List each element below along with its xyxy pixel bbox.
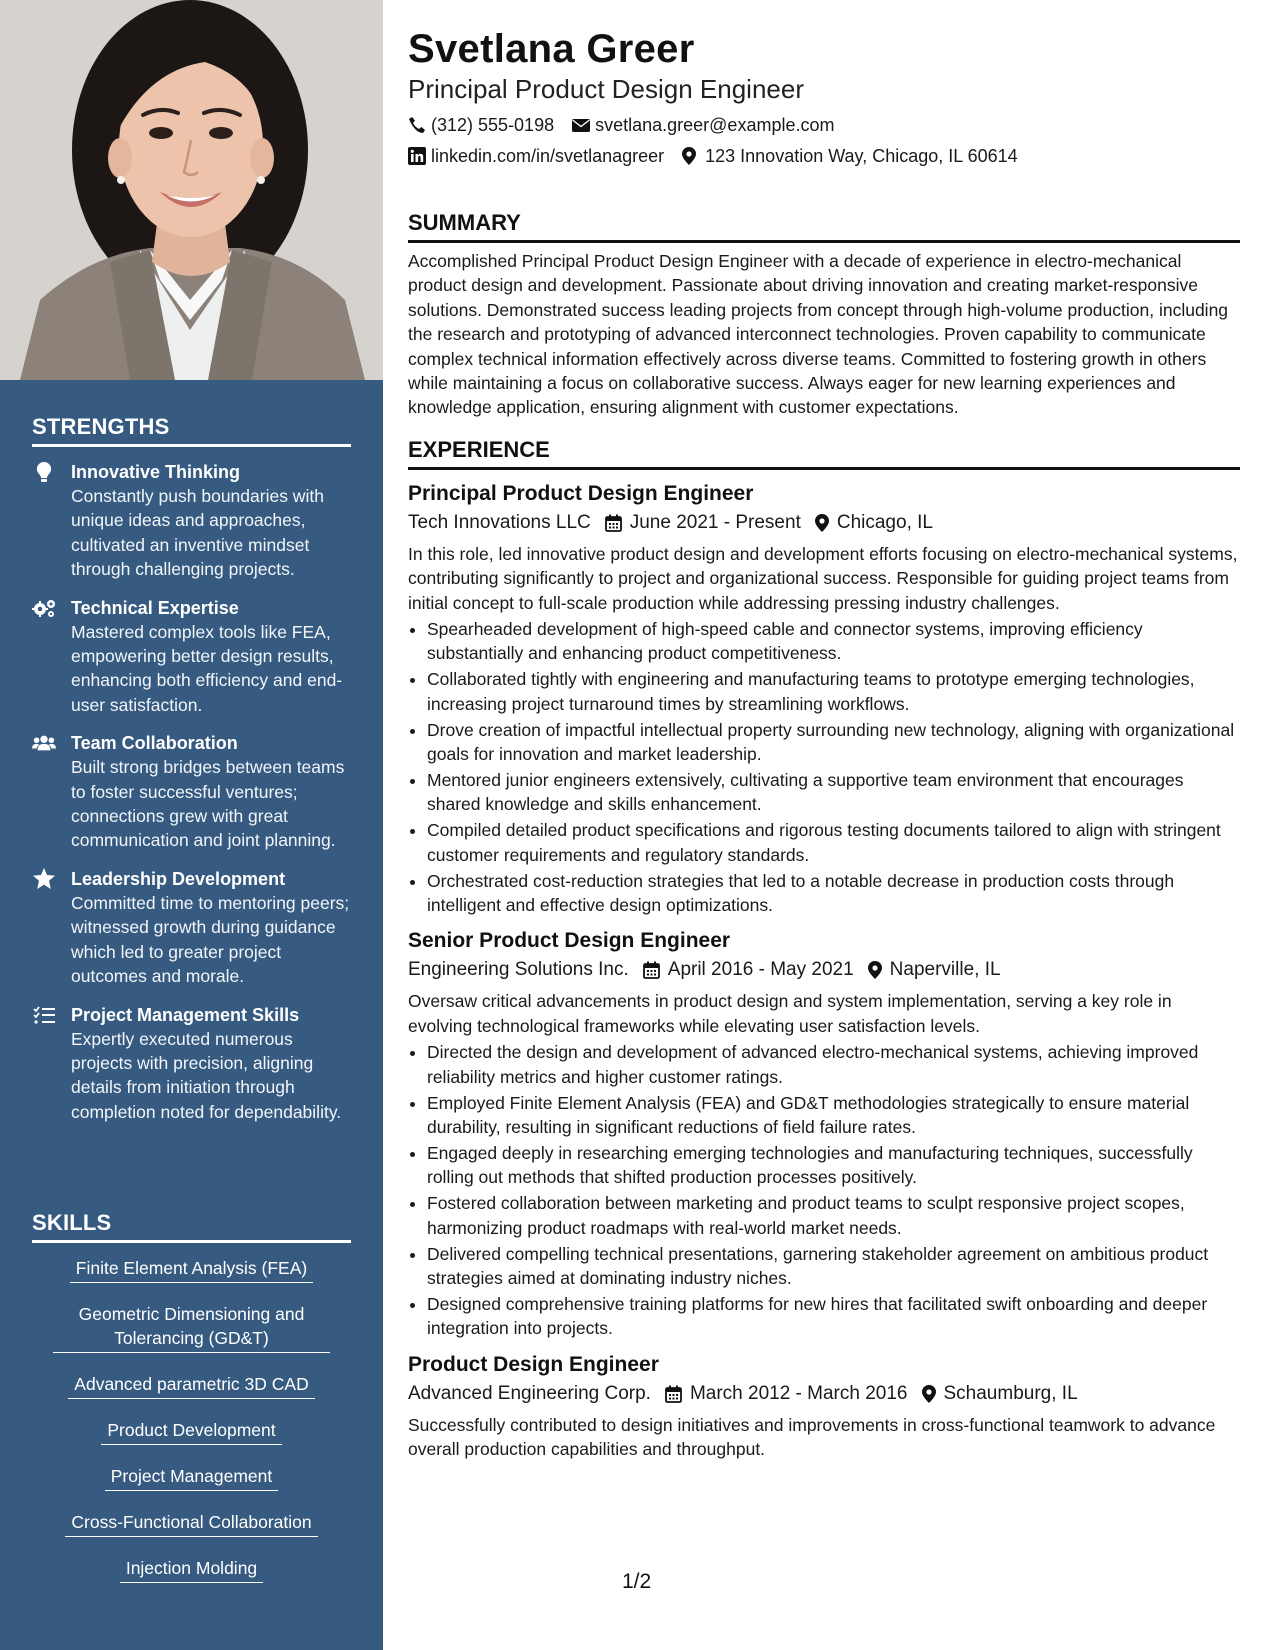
portrait-image (0, 0, 383, 380)
gears-icon (32, 597, 56, 619)
map-pin-icon (682, 147, 700, 165)
contact-email[interactable] (572, 114, 834, 136)
job-dates: March 2012 - March 2016 (689, 1382, 908, 1404)
job-meta (408, 957, 1240, 983)
profile-photo (0, 0, 383, 380)
linkedin-text: linkedin.com/in/svetlanagreer (431, 146, 665, 166)
contact-address (682, 145, 1018, 167)
contact-phone[interactable] (408, 114, 554, 136)
job-bullet: • Employed Finite Element Analysis (FEA) and GD&T methodologies strategically to ensure material durability, resulting in significant reductions of field failure rates. (427, 1091, 1240, 1140)
calendar-icon (665, 1385, 682, 1403)
contact-row (408, 114, 1240, 136)
job-dates-wrap (643, 957, 854, 983)
strength-item (32, 1003, 352, 1125)
calendar-icon (605, 514, 622, 532)
job-location-wrap (815, 510, 933, 536)
job-title: Principal Product Design Engineer (408, 481, 754, 505)
strength-title: Innovative Thinking (71, 462, 241, 482)
job-title: Product Design Engineer (408, 1352, 659, 1376)
job-bullet: • Orchestrated cost-reduction strategies that led to a notable decrease in production costs through intelligent and effective design optimizations. (427, 869, 1240, 918)
job-location: Schaumburg, IL (943, 1382, 1078, 1404)
candidate-name: Svetlana Greer (408, 27, 695, 71)
map-pin-icon (868, 961, 882, 979)
job-bullet: • Spearheaded development of high-speed cable and connector systems, improving efficiency substantially and enhancing product competitiveness. (427, 617, 1240, 666)
strength-description: Built strong bridges between teams to foster successful ventures; connections grew with great communication and joint planning. (71, 757, 345, 851)
job-entry (408, 1351, 1240, 1462)
contact-row (408, 145, 1240, 167)
skills-list (32, 1256, 351, 1602)
summary-heading: SUMMARY (408, 209, 1240, 243)
job-location-wrap (868, 957, 1001, 983)
job-dates-wrap (605, 510, 801, 536)
address-text: 123 Innovation Way, Chicago, IL 60614 (705, 146, 1018, 166)
strength-title: Technical Expertise (71, 597, 239, 618)
strength-item (32, 596, 352, 718)
calendar-icon (643, 961, 660, 979)
skill-tag: Finite Element Analysis (FEA) (70, 1256, 313, 1283)
strength-description: Constantly push boundaries with unique ideas and approaches, cultivated an inventive mindset through challenging projects. (71, 486, 324, 580)
map-pin-icon (922, 1385, 936, 1403)
star-icon (32, 868, 56, 890)
job-description: In this role, led innovative product design and development efforts focusing on electro-mechanical systems, contributing significantly to project and organizational success. Responsible for guiding project teams from initial concept to full-scale production while addressing pressing industry challenges. (408, 543, 1238, 613)
job-bullet: • Compiled detailed product specifications and rigorous testing documents tailored to align with stringent customer requirements and regulatory standards. (427, 818, 1240, 867)
list-check-icon (32, 1004, 56, 1026)
job-description: Oversaw critical advancements in product design and system implementation, serving a key role in evolving technological frameworks while elevating user satisfaction levels. (408, 991, 1172, 1036)
job-entry (408, 927, 1240, 1340)
job-meta (408, 1381, 1240, 1407)
strength-title: Leadership Development (71, 868, 286, 889)
phone-icon (408, 116, 426, 134)
skill-tag: Product Development (101, 1418, 281, 1445)
candidate-title: Principal Product Design Engineer (408, 74, 804, 104)
job-bullet: • Fostered collaboration between marketing and product teams to sculpt responsive project scopes, harmonizing product roadmaps with real-world market needs. (427, 1191, 1240, 1240)
experience-heading: EXPERIENCE (408, 436, 1240, 470)
strengths-list (32, 460, 352, 1138)
job-meta (408, 510, 1240, 536)
job-company: Tech Innovations LLC (408, 511, 591, 533)
summary-text: Accomplished Principal Product Design Engineer with a decade of experience in electro-mechanical product design and development. Passionate about driving innovation and creating market-responsive solutions. Demonstrated success leading projects from concept through high-volume production, including the research and prototyping of advanced interconnect technologies. Proven capability to communicate complex technical information effectively across diverse teams. Committed to fostering growth in others while maintaining a focus on collaborative success. Always eager for new learning experiences and knowledge application, ensuring alignment with customer expectations. (408, 251, 1229, 418)
job-location-wrap (922, 1381, 1078, 1407)
lightbulb-icon (32, 461, 56, 483)
job-bullet: • Collaborated tightly with engineering and manufacturing teams to prototype emerging technologies, increasing project turnaround times by streamlining workflows. (427, 667, 1240, 716)
job-bullet: • Designed comprehensive training platforms for new hires that facilitated swift onboarding and deeper integration into projects. (427, 1292, 1240, 1341)
strength-item (32, 460, 352, 582)
contact-linkedin[interactable] (408, 145, 664, 167)
skill-tag: Cross-Functional Collaboration (65, 1510, 317, 1537)
page-number: 1/2 (622, 1570, 652, 1593)
job-company: Advanced Engineering Corp. (408, 1382, 651, 1404)
job-bullets (408, 1040, 1240, 1340)
skill-tag: Advanced parametric 3D CAD (68, 1372, 314, 1399)
job-description: Successfully contributed to design initiatives and improvements in cross-functional teamwork to advance overall production capabilities and throughput. (408, 1414, 1216, 1460)
job-entry (408, 480, 1240, 918)
sidebar (0, 0, 383, 1650)
skill-tag: Geometric Dimensioning and Tolerancing (GD&T) (53, 1302, 330, 1353)
users-icon (32, 732, 56, 754)
strength-description: Expertly executed numerous projects with precision, aligning details from initiation through completion noted for dependability. (71, 1028, 342, 1122)
job-bullet: • Drove creation of impactful intellectual property surrounding new technology, aligning with organizational goals for innovation and market leadership. (427, 718, 1240, 767)
main-content (408, 24, 1240, 1461)
job-dates: June 2021 - Present (629, 511, 801, 533)
strengths-heading: STRENGTHS (32, 414, 351, 447)
skill-tag: Injection Molding (120, 1556, 263, 1583)
phone-text: (312) 555-0198 (431, 115, 555, 135)
strength-description: Mastered complex tools like FEA, empowering better design results, enhancing both efficiency and end-user satisfaction. (71, 621, 343, 715)
job-location: Chicago, IL (836, 511, 933, 533)
strength-title: Project Management Skills (71, 1004, 300, 1025)
strength-item (32, 731, 352, 853)
linkedin-icon (408, 147, 426, 165)
strength-item (32, 867, 352, 989)
job-bullet: • Engaged deeply in researching emerging technologies and manufacturing techniques, successfully rolling out methods that shifted production processes positively. (427, 1141, 1240, 1190)
job-bullet: • Delivered compelling technical presentations, garnering stakeholder agreement on ambitious product strategies aimed at dominating industry niches. (427, 1242, 1240, 1291)
job-bullet: • Directed the design and development of advanced electro-mechanical systems, achieving improved reliability metrics and higher customer ratings. (427, 1040, 1240, 1089)
map-pin-icon (815, 514, 829, 532)
job-location: Naperville, IL (889, 959, 1001, 981)
email-text: svetlana.greer@example.com (595, 115, 835, 135)
job-title: Senior Product Design Engineer (408, 929, 731, 953)
skill-tag: Project Management (105, 1464, 278, 1491)
job-dates-wrap (665, 1381, 908, 1407)
strength-title: Team Collaboration (71, 733, 238, 754)
job-bullets (408, 617, 1240, 917)
job-company: Engineering Solutions Inc. (408, 959, 629, 981)
strength-description: Committed time to mentoring peers; witnessed growth during guidance which led to greater project outcomes and morale. (71, 892, 350, 987)
job-dates: April 2016 - May 2021 (667, 959, 854, 981)
job-bullet: • Mentored junior engineers extensively, cultivating a supportive team environment that encourages shared knowledge and skills enhancement. (427, 768, 1240, 817)
envelope-icon (572, 116, 590, 134)
skills-heading: SKILLS (32, 1210, 351, 1243)
